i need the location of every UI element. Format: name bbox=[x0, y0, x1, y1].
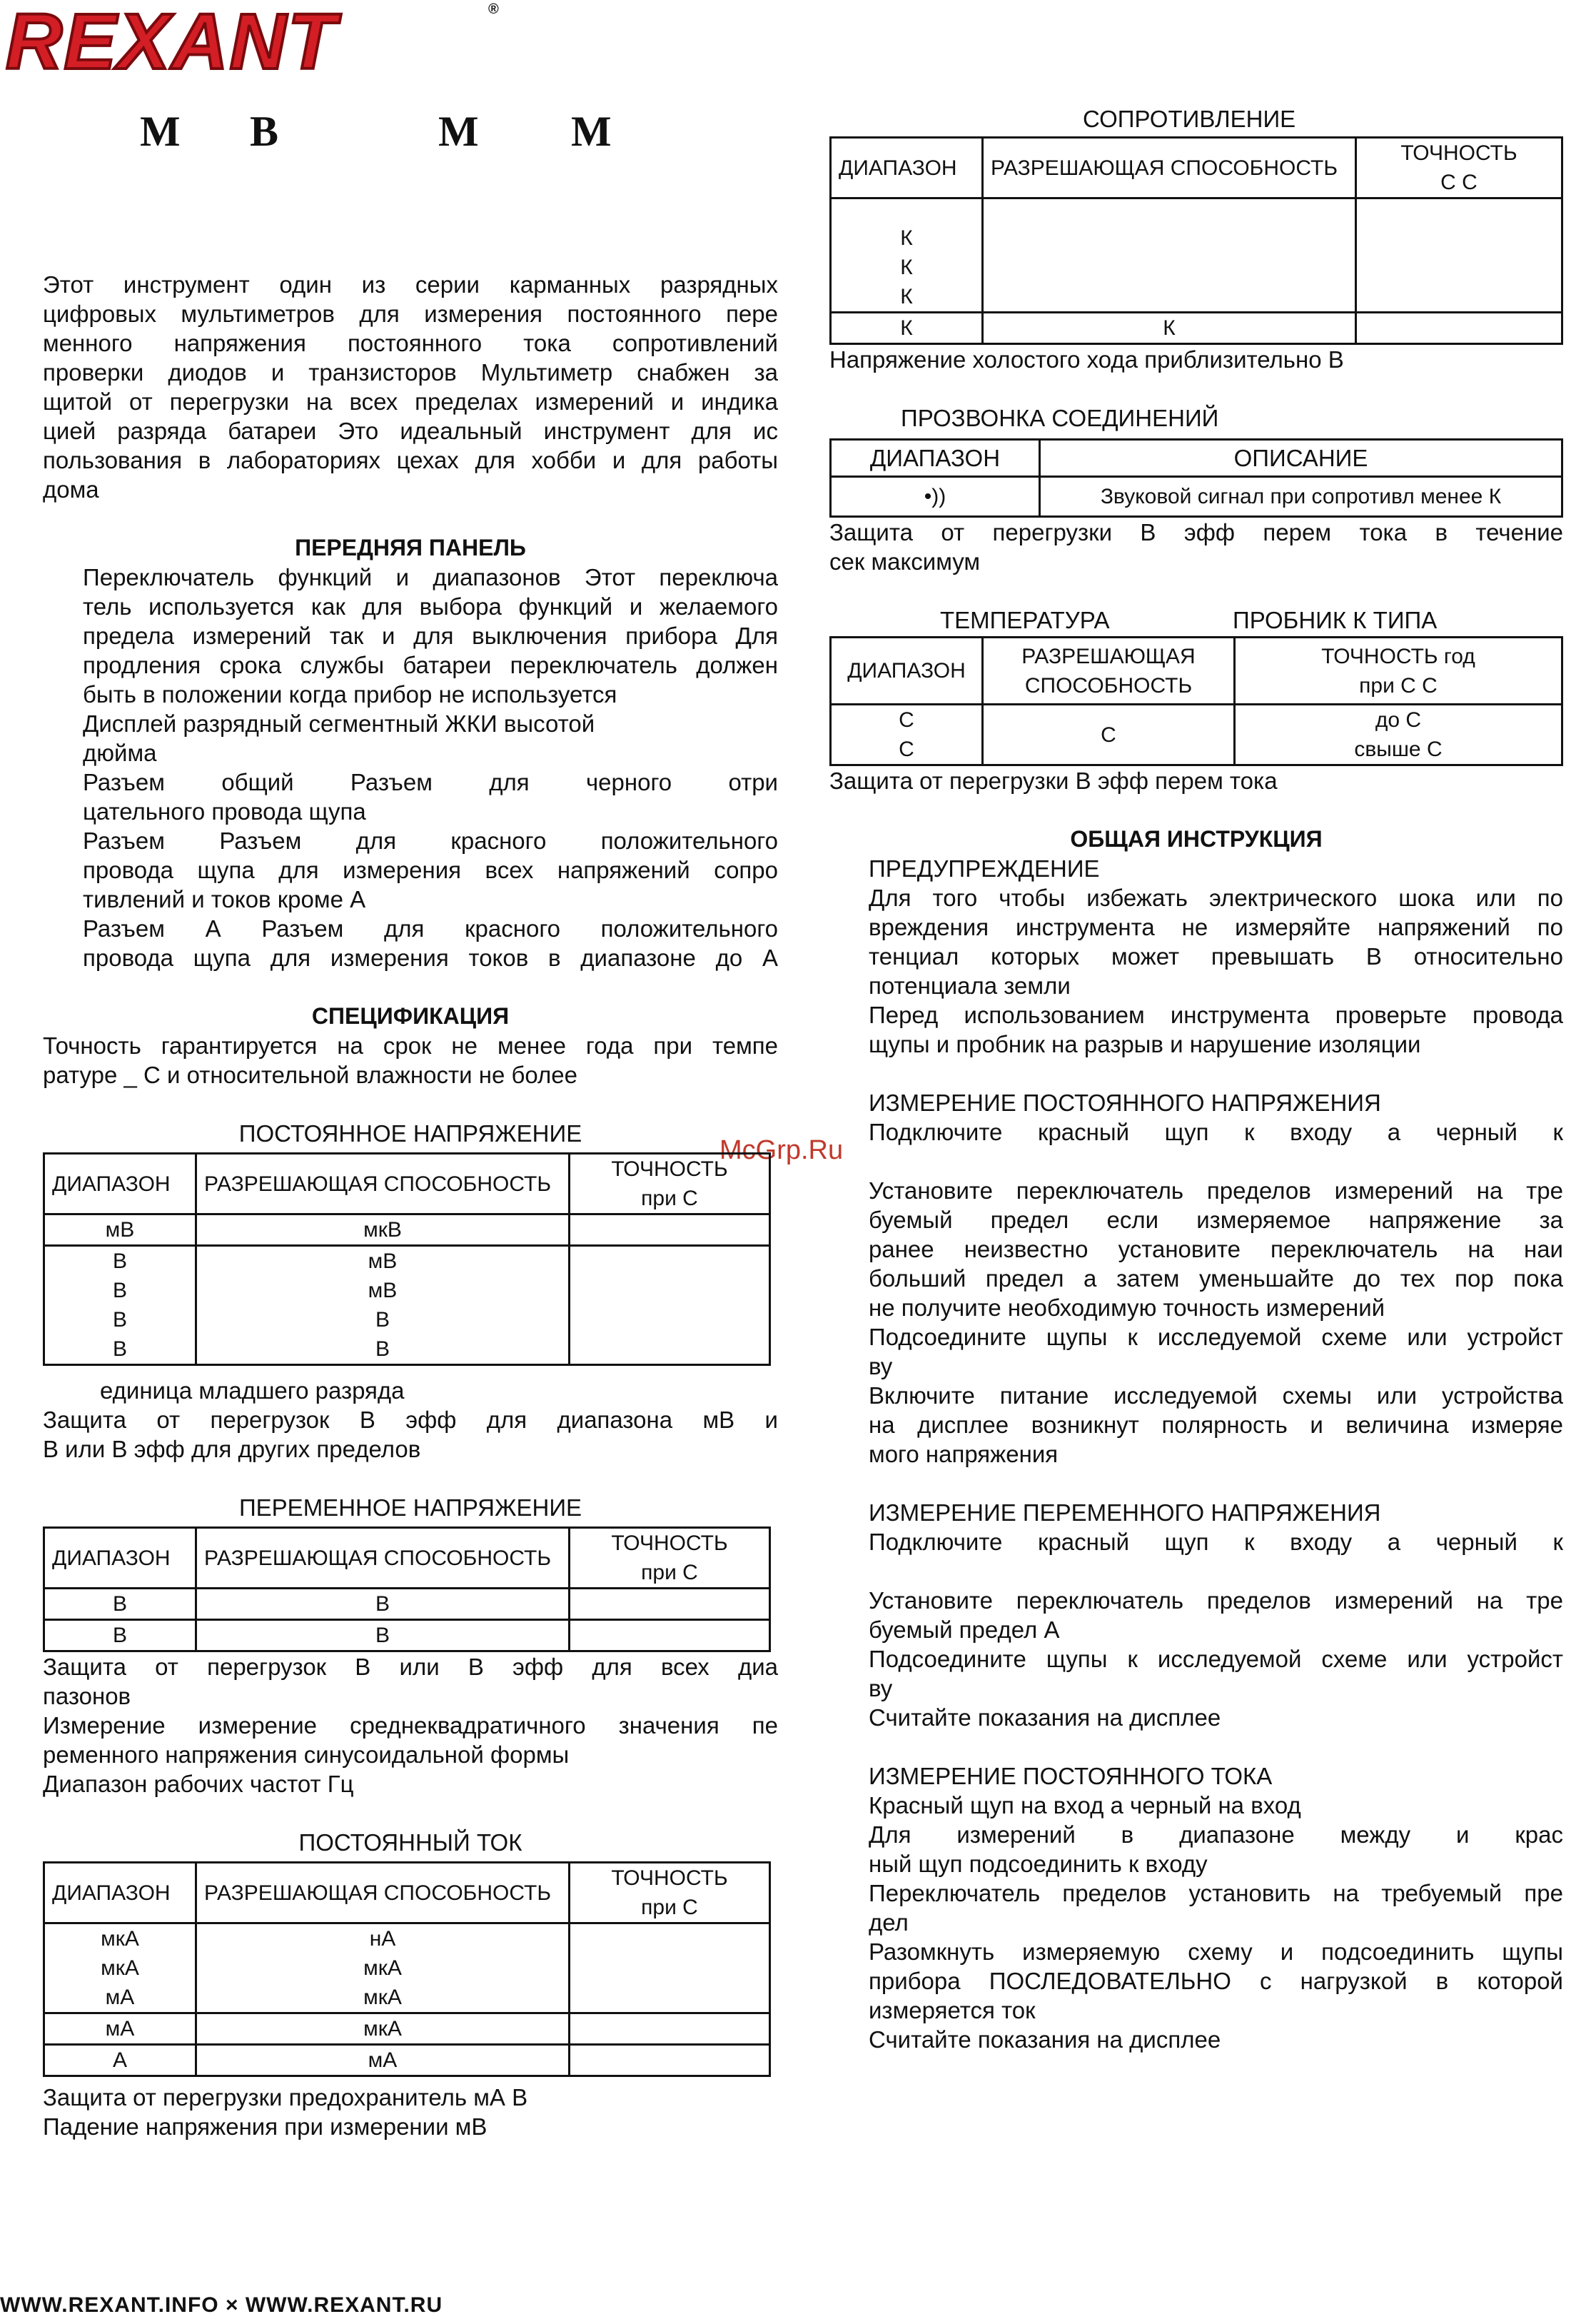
spec-line: ратуре _ С и относительной влажности не более bbox=[43, 1062, 577, 1088]
temperature-title: ТЕМПЕРАТУРА bbox=[940, 607, 1110, 633]
acv-note: ременного напряжения синусоидальной формы bbox=[43, 1741, 570, 1768]
temperature-table: ДИАПАЗОН РАЗРЕШАЮЩАЯ СПОСОБНОСТЬ ТОЧНОСТЬ год при С С С С С до С свыше С bbox=[829, 636, 1563, 766]
probe-type: ПРОБНИК К ТИПА bbox=[1233, 607, 1438, 633]
sound-icon: •)) bbox=[831, 477, 1040, 517]
watermark: McGrp.Ru bbox=[719, 1135, 844, 1165]
dca-note: Падение напряжения при измерении мВ bbox=[43, 2113, 488, 2140]
resistance-table: ДИАПАЗОН РАЗРЕШАЮЩАЯ СПОСОБНОСТЬ ТОЧНОСТЬ С С К К К К К bbox=[829, 136, 1563, 345]
resistance-note: Напряжение холостого хода приблизительно В bbox=[829, 346, 1344, 373]
dca-measure-heading: ИЗМЕРЕНИЕ ПОСТОЯННОГО ТОКА bbox=[869, 1763, 1273, 1789]
model-letter: M bbox=[140, 108, 181, 155]
warning-heading: ПРЕДУПРЕЖДЕНИЕ bbox=[869, 855, 1100, 882]
acv-measure-heading: ИЗМЕРЕНИЕ ПЕРЕМЕННОГО НАПРЯЖЕНИЯ bbox=[869, 1499, 1381, 1526]
acv-note: Защита от перегрузок В или В эфф для всех диа bbox=[43, 1654, 778, 1680]
acv-note: Измерение измерение среднеквадратичного значения пе bbox=[43, 1712, 778, 1739]
dca-note: Защита от перегрузки предохранитель мА В bbox=[43, 2084, 528, 2111]
continuity-table: ДИАПАЗОН ОПИСАНИЕ •)) Звуковой сигнал при сопротивл менее К bbox=[829, 438, 1563, 518]
spec-line: Точность гарантируется на срок не менее года при темпе bbox=[43, 1032, 778, 1059]
dcv-table-title: ПОСТОЯННОЕ НАПРЯЖЕНИЕ bbox=[238, 1120, 582, 1147]
acv-note: Диапазон рабочих частот Гц bbox=[43, 1771, 354, 1797]
dcv-table: ДИАПАЗОН РАЗРЕШАЮЩАЯ СПОСОБНОСТЬ ТОЧНОСТЬ при С мВ мкВ В В В В мВ мВ В В bbox=[43, 1152, 771, 1366]
resistance-table-title: СОПРОТИВЛЕНИЕ bbox=[1083, 106, 1296, 132]
spec-heading: СПЕЦИФИКАЦИЯ bbox=[311, 1003, 510, 1029]
dcv-note: Защита от перегрузок В эфф для диапазона мВ и bbox=[43, 1407, 778, 1433]
dca-table: ДИАПАЗОН РАЗРЕШАЮЩАЯ СПОСОБНОСТЬ ТОЧНОСТЬ при С мкА мкА мА нА мкА мкА мА мкА А мА bbox=[43, 1861, 771, 2077]
dcv-measure-heading: ИЗМЕРЕНИЕ ПОСТОЯННОГО НАПРЯЖЕНИЯ bbox=[869, 1090, 1381, 1116]
acv-note: пазонов bbox=[43, 1683, 131, 1709]
brand-logo: REXANT bbox=[6, 0, 338, 86]
dcv-note: единица младшего разряда bbox=[100, 1377, 405, 1404]
registered-mark: ® bbox=[488, 1, 499, 17]
model-letter: M bbox=[571, 108, 612, 155]
footer-urls[interactable]: WWW.REXANT.INFO × WWW.REXANT.RU bbox=[0, 2293, 443, 2317]
right-column: СОПРОТИВЛЕНИЕ ДИАПАЗОН РАЗРЕШАЮЩАЯ СПОСОБНОСТЬ ТОЧНОСТЬ С С К К К К К Напряжение холостого хода приблизительно В ПРОЗВОНКА СОЕДИНЕНИЙ ДИАПАЗОН ОПИСАНИЕ •)) Звуковой сигнал при сопротивл менее К Защита от перегрузки В эфф перем тока в течение сек максимум ТЕМПЕРАТУРА ПРОБНИК К ТИПА ДИАПАЗОН РАЗРЕШАЮЩАЯ СПОСОБНОСТЬ ТОЧНОСТЬ год при С С С С С до С свыше С Защита от перегрузки В эфф перем тока ОБЩАЯ ИНСТРУКЦИЯ ПРЕДУПРЕЖДЕНИЕ Для того чтобы избежать электрического шока или по вреждения инструмента не измеряйте напряжений по тенциал которых может превышать В относительно потенциала земли Перед использованием инструмента проверьте провода щупы и пробник на разрыв и нарушение изоляции ИЗМЕРЕНИЕ ПОСТОЯННОГО НАПРЯЖЕНИЯ Подключите красный щуп к входу а черный к Установите переключатель пределов измерений на тре буемый предел если измеряемое напряжение за ранее неизвестно установите переключатель на наи больший предел а затем уменьшайте до тех пор пока не получите необходимую точность измерений Подсоедините щупы к исследуемой схеме или устройст ву Включите питание исследуемой схемы или устройства на дисплее возникнут полярность и величина измеряе мого напряжения ИЗМЕРЕНИЕ ПЕРЕМЕННОГО НАПРЯЖЕНИЯ Подключите красный щуп к входу а черный к Установите переключатель пределов измерений на тре буемый предел А Подсоедините щупы к исследуемой схеме или устройст ву Считайте показания на дисплее ИЗМЕРЕНИЕ ПОСТОЯННОГО ТОКА Красный щуп на вход а черный на вход Для измерений в диапазоне между и крас ный щуп подсоединить к входу Переключатель пределов установить на требуемый пре дел Разомкнуть измеряемую схему и подсоединить щупы прибора ПОСЛЕДОВАТЕЛЬНО с нагрузкой в которой измеряется ток Считайте показания на дисплее bbox=[829, 106, 1563, 2053]
dcv-note: В или В эфф для других пределов bbox=[43, 1436, 421, 1462]
front-panel-heading: ПЕРЕДНЯЯ ПАНЕЛЬ bbox=[295, 535, 526, 560]
front-panel-text: Переключатель функций и диапазонов Этот переключа тель используется как для выбора функций и желаемого предела измерений так и для выключения прибора Для продления срока службы батареи переключатель должен быть в положении когда прибор не используется Дисплей разрядный сегментный ЖКИ высотой дюйма Разъем общий Разъем для черного отри цательного провода щупа Разъем Разъем для красного положительного провода щупа для измерения всех напряжений сопро тивлений и токов кроме А Разъем А Разъем для красного положительного провода щупа для измерения токов в диапазоне до А bbox=[83, 564, 778, 971]
general-heading: ОБЩАЯ ИНСТРУКЦИЯ bbox=[1070, 826, 1323, 852]
continuity-table-title: ПРОЗВОНКА СОЕДИНЕНИЙ bbox=[901, 405, 1219, 431]
intro-paragraph: Этот инструмент один из серии карманных разрядных цифровых мультиметров для измерения постоянного пере менного напряжения постоянного тока сопротивлений проверки диодов и транзисторов Мультиметр снабжен за щитой от перегрузки на всех пределах измерений и индика цией разряда батареи Это идеальный инструмент для ис пользования в лабораториях цехах для хобби и для работы дома bbox=[43, 271, 778, 503]
acv-table-title: ПЕРЕМЕННОЕ НАПРЯЖЕНИЕ bbox=[238, 1494, 582, 1521]
continuity-note: Защита от перегрузки В эфф перем тока в течение bbox=[829, 519, 1563, 545]
model-letter: M bbox=[438, 108, 479, 155]
left-column bbox=[43, 270, 778, 2141]
dca-table-title: ПОСТОЯННЫЙ ТОК bbox=[298, 1829, 522, 1856]
acv-table: ДИАПАЗОН РАЗРЕШАЮЩАЯ СПОСОБНОСТЬ ТОЧНОСТЬ при С В В В В bbox=[43, 1526, 771, 1652]
continuity-note: сек максимум bbox=[829, 548, 981, 575]
model-letter: B bbox=[250, 108, 279, 155]
temperature-note: Защита от перегрузки В эфф перем тока bbox=[829, 768, 1278, 794]
